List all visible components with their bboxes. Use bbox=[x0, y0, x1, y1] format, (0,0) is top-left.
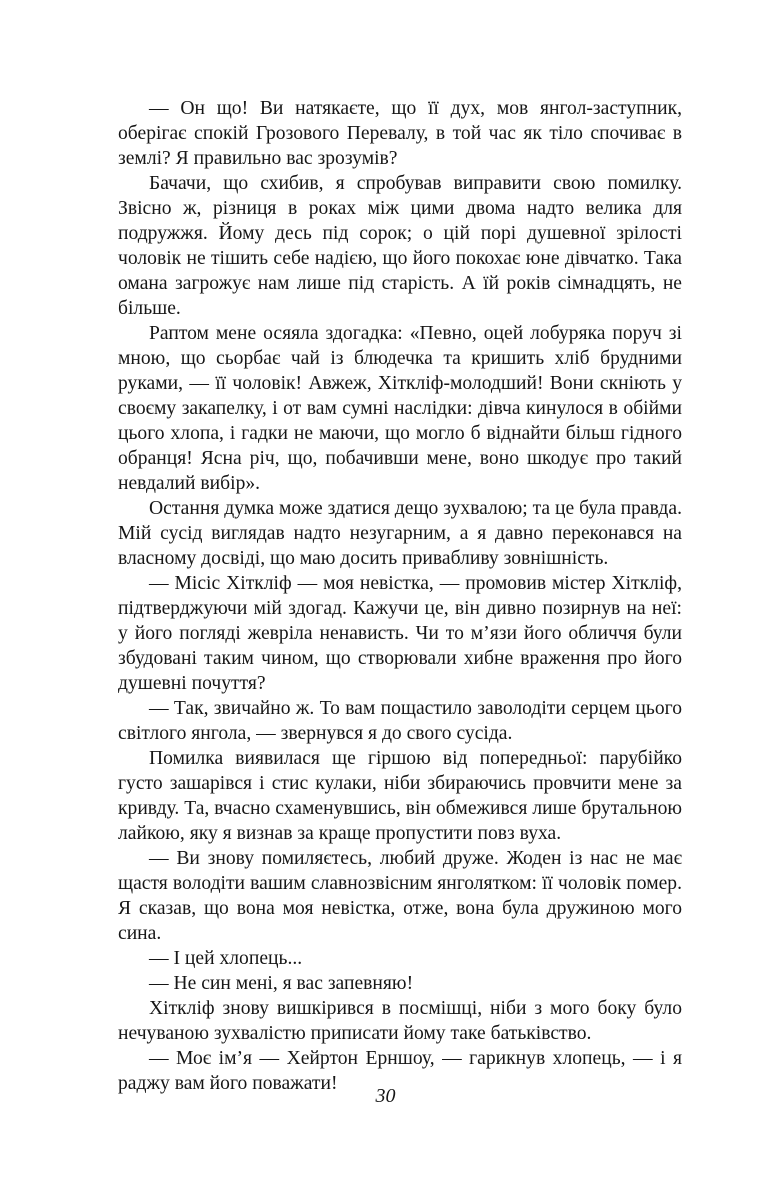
paragraph: — Не син мені, я вас запевняю! bbox=[149, 973, 414, 994]
paragraph: — І цей хлопець... bbox=[149, 948, 303, 969]
paragraph: — Моє ім’я — Хейртон Ерншоу, — гарикнув хлопець, — і я раджу вам його поважати! bbox=[118, 1048, 682, 1094]
paragraph: Помилка виявилася ще гіршою від попередньої: парубійко густо зашарівся і стис кулаки, ніби збираючись провчити мене за кривду. Та, вчасно схаменувшись, він обмежився лише брутальною лайкою, яку я визнав за краще пропустити повз вуха. bbox=[118, 748, 682, 844]
paragraph: — Ви знову помиляєтесь, любий друже. Жоден із нас не має щастя володіти вашим славнозвісним янголятком: її чоловік помер. Я сказав, що вона моя невістка, отже, вона була дружиною мого сина. bbox=[118, 848, 682, 944]
paragraph: — Он що! Ви натякаєте, що її дух, мов янгол-заступник, оберігає спокій Грозового Перевалу, в той час як тіло спочиває в землі? Я правильно вас зрозумів? bbox=[118, 98, 682, 169]
page-number: 30 bbox=[375, 1085, 396, 1107]
paragraph: Бачачи, що схибив, я спробував виправити свою помилку. Звісно ж, різниця в роках між цими двома надто велика для подружжя. Йому десь під сорок; о цій порі душевної зрілості чоловік не тішить себе надією, що його покохає юне дівчатко. Така омана загрожує нам лише під старість. А їй років сімнадцять, не більше. bbox=[118, 173, 682, 319]
paragraph: — Так, звичайно ж. То вам пощастило заволодіти серцем цього світлого янгола, — звернувся я до свого сусіда. bbox=[118, 698, 682, 744]
paragraph: Остання думка може здатися дещо зухвалою; та це була правда. Мій сусід виглядав надто незугарним, а я давно переконався на власному досвіді, що маю досить привабливу зовнішність. bbox=[118, 498, 682, 569]
book-page-text bbox=[118, 96, 682, 1096]
paragraph: Раптом мене осяяла здогадка: «Певно, оцей лобуряка поруч зі мною, що сьорбає чай із блюдечка та кришить хліб брудними руками, — її чоловік! Авжеж, Хіткліф-молодший! Вони скніють у своєму закапелку, і от вам сумні наслідки: дівча кинулося в обійми цього хлопа, і гадки не маючи, що могло б віднайти більш гідного обранця! Ясна річ, що, побачивши мене, воно шкодує про такий невдалий вибір». bbox=[118, 323, 682, 494]
paragraph: Хіткліф знову вишкірився в посмішці, ніби з мого боку було нечуваною зухвалістю приписати йому таке батьківство. bbox=[118, 998, 682, 1044]
paragraph: — Місіс Хіткліф — моя невістка, — промовив містер Хіткліф, підтверджуючи мій здогад. Кажучи це, він дивно позирнув на неї: у його погляді жевріла ненависть. Чи то м’язи його обличчя були збудовані таким чином, що створювали хибне враження про його душевні почуття? bbox=[118, 573, 682, 694]
